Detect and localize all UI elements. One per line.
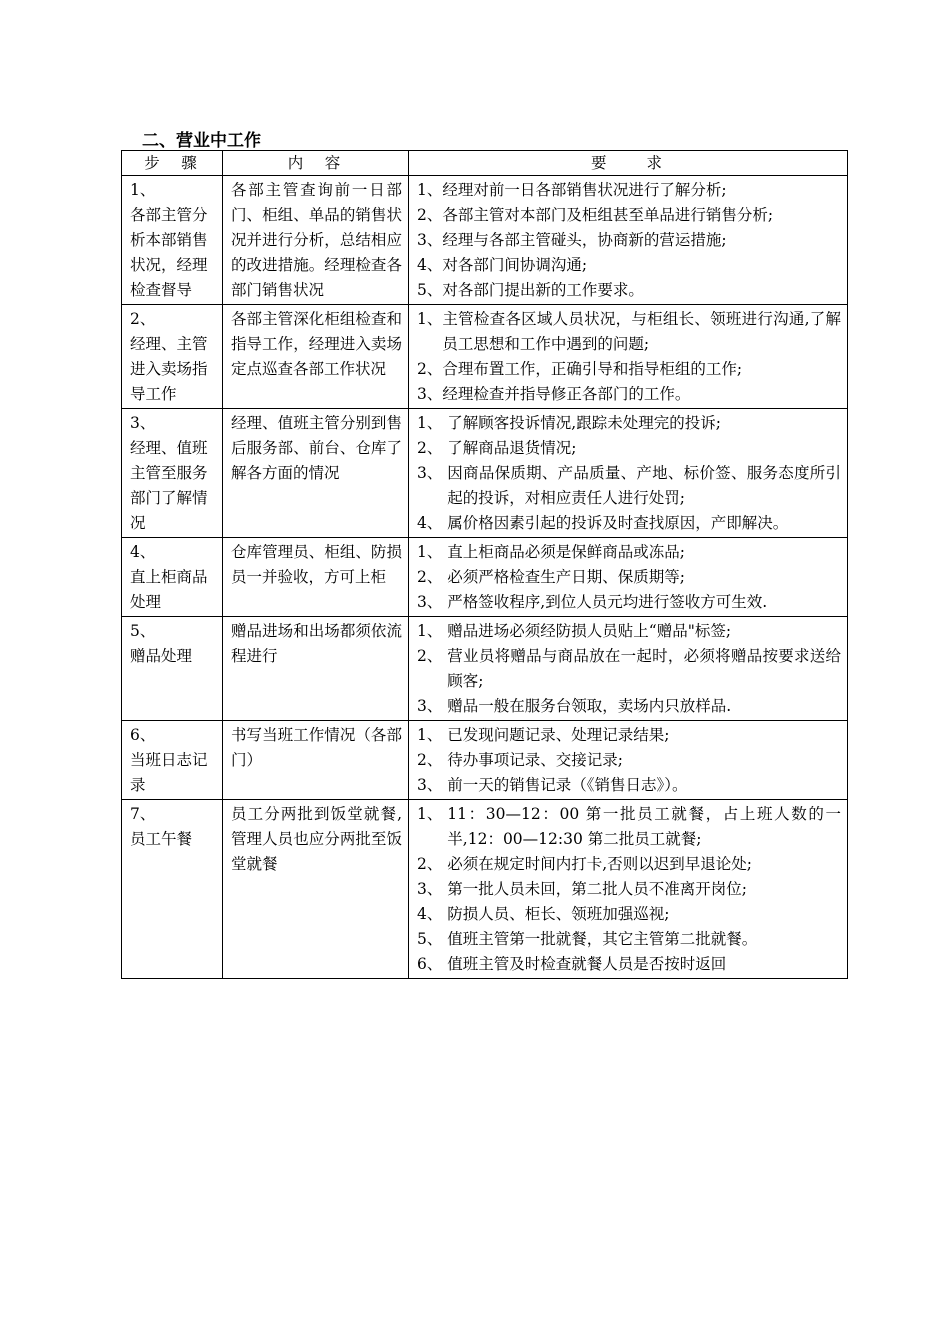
work-table-body bbox=[122, 151, 848, 979]
requirement-text: 合理布置工作，正确引导和指导柜组的工作; bbox=[442, 360, 743, 378]
requirement-text: 经理检查并指导修正各部门的工作。 bbox=[442, 385, 691, 403]
requirement-text: 赠品进场必须经防损人员贴上“赠品"标签; bbox=[447, 622, 732, 640]
requirements-cell bbox=[409, 617, 848, 721]
requirement-item bbox=[417, 877, 841, 902]
requirement-text: 对各部门提出新的工作要求。 bbox=[442, 281, 644, 299]
requirement-text: 前一天的销售记录（《销售日志》）。 bbox=[447, 776, 688, 794]
requirement-text: 防损人员、柜长、领班加强巡视; bbox=[447, 905, 670, 923]
requirement-text: 直上柜商品必须是保鲜商品或冻品; bbox=[447, 543, 686, 561]
requirement-item bbox=[417, 852, 841, 877]
requirement-number: 1、 bbox=[417, 543, 448, 561]
step-name: 赠品处理 bbox=[130, 647, 193, 665]
requirement-item bbox=[417, 802, 841, 852]
header-requirements: 要 求 bbox=[409, 151, 848, 176]
step-name: 员工午餐 bbox=[130, 830, 193, 848]
requirements-cell bbox=[409, 176, 848, 305]
requirement-number: 3、 bbox=[417, 464, 448, 482]
step-number: 5、 bbox=[130, 622, 156, 640]
requirement-number: 3、 bbox=[417, 776, 448, 794]
content-cell: 赠品进场和出场都须依流程进行 bbox=[223, 617, 409, 721]
table-row bbox=[122, 305, 848, 409]
requirement-text: 各部主管对本部门及柜组甚至单品进行销售分析; bbox=[442, 206, 774, 224]
requirement-number: 1、 bbox=[417, 726, 448, 744]
step-number: 4、 bbox=[130, 543, 156, 561]
requirement-number: 3、 bbox=[417, 880, 448, 898]
step-number: 3、 bbox=[130, 414, 156, 432]
work-table bbox=[121, 150, 848, 979]
requirements-cell bbox=[409, 538, 848, 617]
requirements-cell bbox=[409, 721, 848, 800]
requirement-text: 值班主管第一批就餐，其它主管第二批就餐。 bbox=[447, 930, 758, 948]
step-name: 直上柜商品处理 bbox=[130, 568, 208, 611]
requirement-number: 2、 bbox=[417, 206, 443, 224]
table-header-row bbox=[122, 151, 848, 176]
content-cell: 各部主管深化柜组检查和指导工作，经理进入卖场定点巡查各部工作状况 bbox=[223, 305, 409, 409]
step-cell bbox=[122, 305, 223, 409]
table-row bbox=[122, 617, 848, 721]
requirement-text: 了解顾客投诉情况,跟踪未处理完的投诉; bbox=[447, 414, 721, 432]
requirement-number: 2、 bbox=[417, 751, 448, 769]
requirement-number: 1、 bbox=[417, 622, 448, 640]
requirements-cell bbox=[409, 409, 848, 538]
requirement-text: 经理对前一日各部销售状况进行了解分析; bbox=[442, 181, 727, 199]
content-cell: 书写当班工作情况（各部门） bbox=[223, 721, 409, 800]
step-cell bbox=[122, 721, 223, 800]
requirement-item bbox=[417, 723, 841, 748]
step-number: 2、 bbox=[130, 310, 156, 328]
table-row bbox=[122, 409, 848, 538]
requirement-number: 1、 bbox=[417, 805, 448, 823]
requirement-number: 1、 bbox=[417, 310, 443, 328]
content-cell: 经理、值班主管分别到售后服务部、前台、仓库了解各方面的情况 bbox=[223, 409, 409, 538]
requirement-text: 对各部门间协调沟通; bbox=[442, 256, 588, 274]
requirement-number: 2、 bbox=[417, 360, 443, 378]
requirement-item bbox=[417, 565, 841, 590]
requirement-item bbox=[417, 228, 841, 253]
step-number: 6、 bbox=[130, 726, 156, 744]
requirement-text: 经理与各部主管碰头，协商新的营运措施; bbox=[442, 231, 727, 249]
requirement-item bbox=[417, 278, 841, 303]
table-row bbox=[122, 538, 848, 617]
requirement-text: 必须严格检查生产日期、保质期等; bbox=[447, 568, 686, 586]
requirement-item bbox=[417, 307, 841, 357]
requirement-number: 4、 bbox=[417, 514, 448, 532]
requirement-text: 严格签收程序,到位人员元均进行签收方可生效. bbox=[447, 593, 768, 611]
step-number: 1、 bbox=[130, 181, 156, 199]
requirement-text: 待办事项记录、交接记录; bbox=[447, 751, 624, 769]
requirement-number: 3、 bbox=[417, 697, 448, 715]
requirement-text: 值班主管及时检查就餐人员是否按时返回 bbox=[447, 955, 727, 973]
step-name: 当班日志记录 bbox=[130, 751, 208, 794]
requirement-number: 6、 bbox=[417, 955, 448, 973]
requirement-text: 了解商品退货情况; bbox=[447, 439, 577, 457]
requirement-number: 3、 bbox=[417, 231, 443, 249]
requirement-number: 2、 bbox=[417, 568, 448, 586]
requirement-text: 必须在规定时间内打卡,否则以迟到早退论处; bbox=[447, 855, 752, 873]
requirement-number: 3、 bbox=[417, 385, 443, 403]
requirement-number: 4、 bbox=[417, 905, 448, 923]
requirement-item bbox=[417, 511, 841, 536]
requirement-text: 属价格因素引起的投诉及时查找原因，产即解决。 bbox=[447, 514, 789, 532]
requirement-text: 因商品保质期、产品质量、产地、标价签、服务态度所引起的投诉，对相应责任人进行处罚; bbox=[447, 464, 841, 507]
requirement-item bbox=[417, 540, 841, 565]
step-cell bbox=[122, 538, 223, 617]
requirements-cell bbox=[409, 305, 848, 409]
requirement-item bbox=[417, 436, 841, 461]
requirement-number: 2、 bbox=[417, 439, 448, 457]
requirement-item bbox=[417, 619, 841, 644]
requirement-text: 主管检查各区域人员状况，与柜组长、领班进行沟通,了解员工思想和工作中遇到的问题; bbox=[442, 310, 841, 353]
requirement-number: 5、 bbox=[417, 930, 448, 948]
requirement-number: 3、 bbox=[417, 593, 448, 611]
content-cell: 各部主管查询前一日部门、柜组、单品的销售状况并进行分析，总结相应的改进措施。经理检查各部门销售状况 bbox=[223, 176, 409, 305]
requirement-number: 5、 bbox=[417, 281, 443, 299]
step-number: 7、 bbox=[130, 805, 156, 823]
step-cell bbox=[122, 409, 223, 538]
requirement-item bbox=[417, 773, 841, 798]
requirement-item bbox=[417, 253, 841, 278]
requirement-item bbox=[417, 902, 841, 927]
requirement-item bbox=[417, 590, 841, 615]
header-content: 内 容 bbox=[223, 151, 409, 176]
step-name: 各部主管分析本部销售状况，经理检查督导 bbox=[130, 206, 208, 299]
requirement-item bbox=[417, 178, 841, 203]
requirement-number: 1、 bbox=[417, 414, 448, 432]
requirement-number: 2、 bbox=[417, 855, 448, 873]
requirements-cell bbox=[409, 800, 848, 979]
requirement-item bbox=[417, 644, 841, 694]
step-cell bbox=[122, 617, 223, 721]
requirement-item bbox=[417, 411, 841, 436]
requirement-item bbox=[417, 694, 841, 719]
content-cell: 员工分两批到饭堂就餐,管理人员也应分两批至饭堂就餐 bbox=[223, 800, 409, 979]
requirement-item bbox=[417, 382, 841, 407]
step-name: 经理、值班主管至服务部门了解情况 bbox=[130, 439, 208, 532]
requirement-text: 赠品一般在服务台领取，卖场内只放样品. bbox=[447, 697, 732, 715]
requirement-number: 4、 bbox=[417, 256, 443, 274]
table-row bbox=[122, 800, 848, 979]
step-cell bbox=[122, 800, 223, 979]
step-name: 经理、主管进入卖场指导工作 bbox=[130, 335, 208, 403]
table-row bbox=[122, 721, 848, 800]
requirement-number: 1、 bbox=[417, 181, 443, 199]
table-row bbox=[122, 176, 848, 305]
requirement-item bbox=[417, 461, 841, 511]
step-cell bbox=[122, 176, 223, 305]
requirement-item bbox=[417, 952, 841, 977]
requirement-number: 2、 bbox=[417, 647, 448, 665]
header-step: 步 骤 bbox=[122, 151, 223, 176]
requirement-item bbox=[417, 748, 841, 773]
requirement-item bbox=[417, 927, 841, 952]
section-heading: 二、营业中工作 bbox=[142, 131, 261, 151]
content-cell: 仓库管理员、柜组、防损员一并验收，方可上柜 bbox=[223, 538, 409, 617]
requirement-text: 营业员将赠品与商品放在一起时，必须将赠品按要求送给顾客; bbox=[447, 647, 841, 690]
requirement-item bbox=[417, 203, 841, 228]
requirement-item bbox=[417, 357, 841, 382]
requirement-text: 第一批人员未回，第二批人员不准离开岗位; bbox=[447, 880, 748, 898]
requirement-text: 11：30—12：00 第一批员工就餐，占上班人数的一半,12：00—12:30 第二批员工就餐; bbox=[447, 805, 841, 848]
requirement-text: 已发现问题记录、处理记录结果; bbox=[447, 726, 670, 744]
